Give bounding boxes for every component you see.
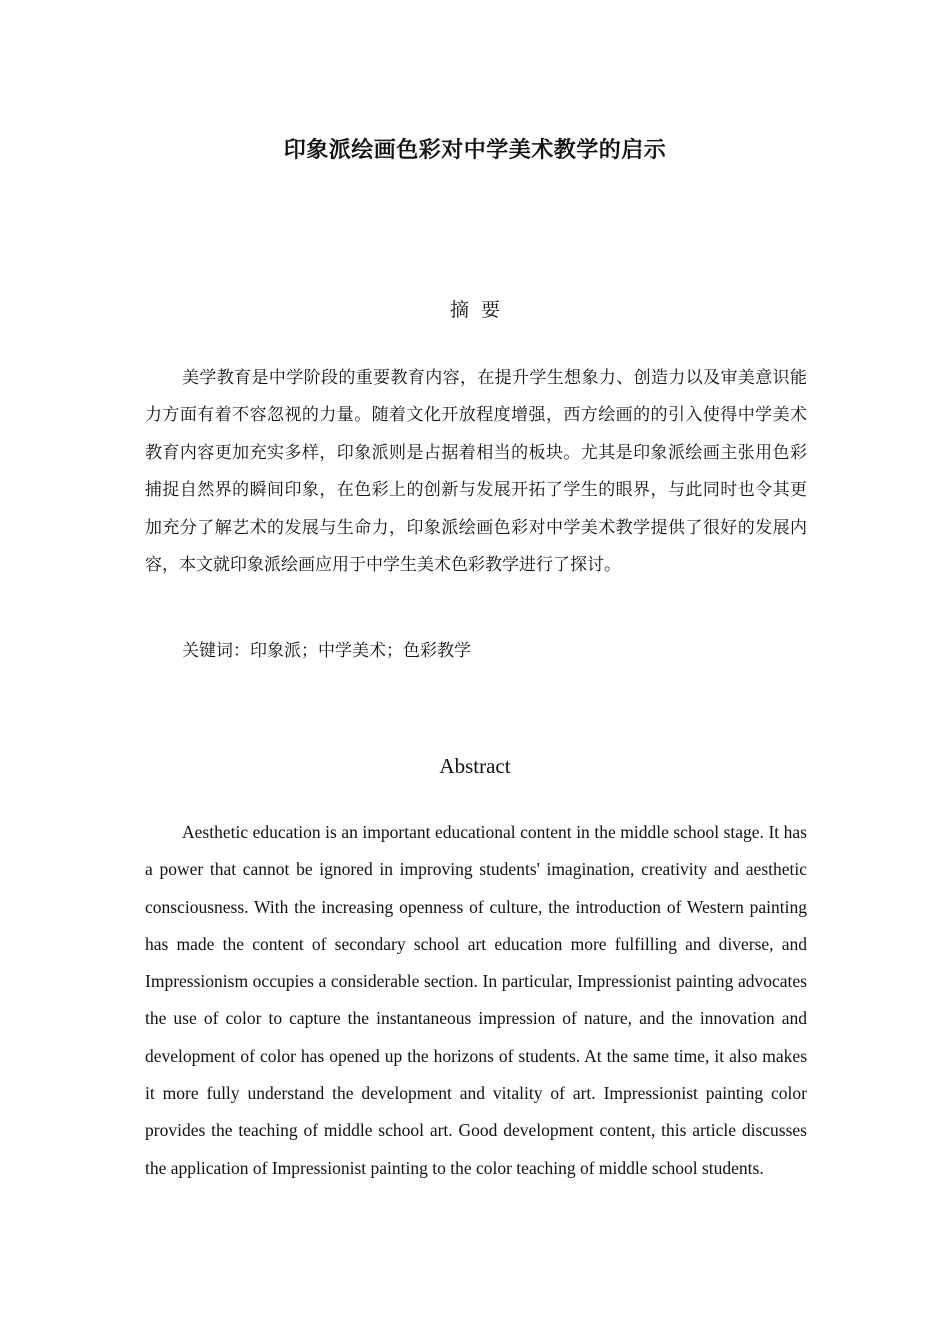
abstract-cn-heading: 摘 要 <box>449 299 501 321</box>
abstract-en-heading: Abstract <box>439 754 511 778</box>
abstract-en-body: Aesthetic education is an important educational content in the middle school stage. It has a power that cannot be ignored in improving students' imagination, creativity and aesthetic consciousness. With the increasing openness of culture, the introduction of Western painting has made the content of secondary school art education more fulfilling and diverse, and Impressionism occupies a considerable section. In particular, Impressionist painting advocates the use of color to capture the instantaneous impression of nature, and the innovation and development of color has opened up the horizons of students. At the same time, it also makes it more fully understand the development and vitality of art. Impressionist painting color provides the teaching of middle school art. Good development content, this article discusses the application of Impressionist painting to the color teaching of middle school students. <box>145 822 807 1178</box>
keywords-line: 关键词：印象派；中学美术；色彩教学 <box>182 641 471 661</box>
abstract-cn-body: 美学教育是中学阶段的重要教育内容，在提升学生想象力、创造力以及审美意识能力方面有着不容忽视的力量。随着文化开放程度增强，西方绘画的的引入使得中学美术教育内容更加充实多样，印象派则是占据着相当的板块。尤其是印象派绘画主张用色彩捕捉自然界的瞬间印象，在色彩上的创新与发展开拓了学生的眼界，与此同时也令其更加充分了解艺术的发展与生命力，印象派绘画色彩对中学美术教学提供了很好的发展内容，本文就印象派绘画应用于中学生美术色彩教学进行了探讨。 <box>145 368 807 576</box>
paper-title: 印象派绘画色彩对中学美术教学的启示 <box>283 138 667 163</box>
